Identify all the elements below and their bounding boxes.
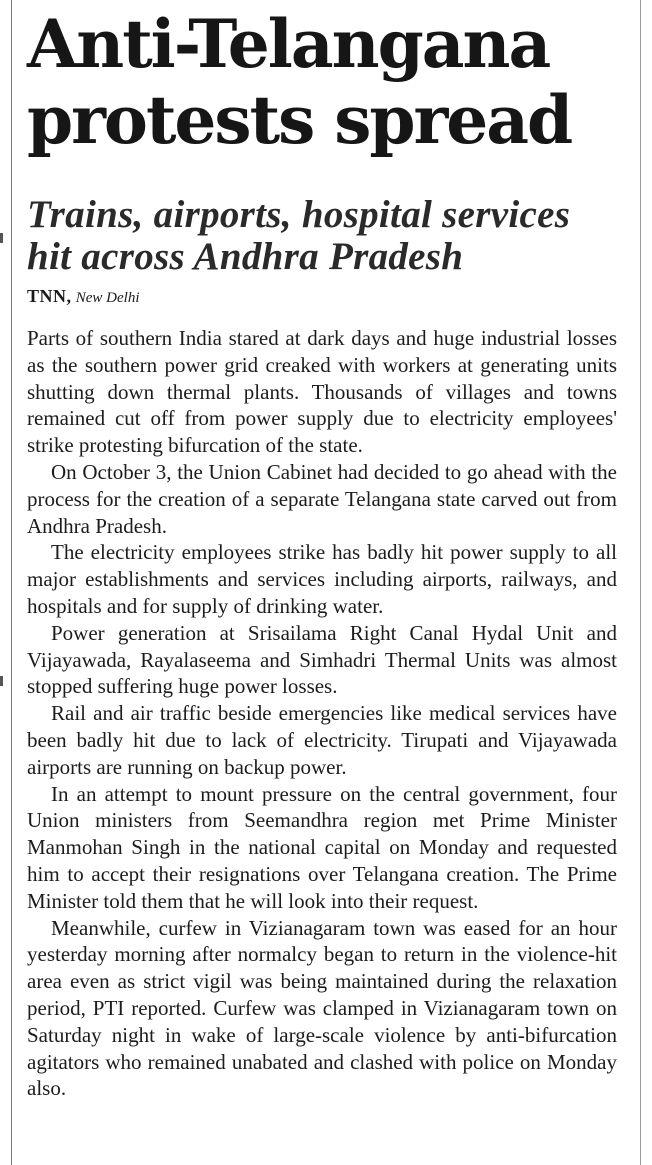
- headline-line-1: Anti-Telangana: [27, 5, 550, 83]
- article-paragraph: Parts of southern India stared at dark days and huge industrial losses as the southern power grid creaked with workers at generating units shutting down thermal plants. Thousands of villages and towns remained cut off from power supply due to electricity employees' strike protesting bifurcation of the state.: [27, 326, 617, 458]
- article-paragraph: The electricity employees strike has badly hit power supply to all major establishments and services including airports, railways, and hospitals and for supply of drinking water.: [27, 540, 617, 618]
- subheadline-line-2: hit across Andhra Pradesh: [27, 235, 464, 278]
- article-paragraph: Rail and air traffic beside emergencies like medical services have been badly hit due to lack of electricity. Tirupati and Vijayawada airports are running on backup power.: [27, 701, 617, 779]
- article-paragraph: On October 3, the Union Cabinet had decided to go ahead with the process for the creation of a separate Telangana state carved out from Andhra Pradesh.: [27, 459, 617, 538]
- left-column-rule: [11, 0, 12, 1165]
- headline: [27, 6, 637, 158]
- article-paragraph: In an attempt to mount pressure on the central government, four Union ministers from Seemandhra region met Prime Minister Manmohan Singh in the national capital on Monday and requested him to accept their resignations over Telangana creation. The Prime Minister told them that he will look into their request.: [27, 781, 617, 913]
- byline: [27, 286, 140, 307]
- article-paragraph: Meanwhile, curfew in Vizianagaram town was eased for an hour yesterday morning after normalcy began to return in the violence-hit area even as strict vigil was being maintained during the relaxation period, PTI reported. Curfew was clamped in Vizianagaram town on Saturday night in wake of large-scale violence by anti-bifurcation agitators who remained unabated and clashed with police on Monday also.: [27, 915, 617, 1101]
- headline-line-2: protests spread: [27, 81, 572, 159]
- subheadline-line-1: Trains, airports, hospital services: [27, 193, 571, 236]
- right-column-rule: [640, 0, 641, 1165]
- article-body: [27, 325, 617, 1102]
- article-paragraph: Power generation at Srisailama Right Canal Hydal Unit and Vijayawada, Rayalaseema and Simhadri Thermal Units was almost stopped suffering huge power losses.: [27, 620, 617, 699]
- edge-mark: [0, 233, 3, 243]
- edge-mark: [0, 676, 3, 686]
- byline-agency: TNN,: [27, 286, 72, 306]
- byline-dateline: New Delhi: [75, 290, 140, 306]
- subheadline: [27, 194, 637, 278]
